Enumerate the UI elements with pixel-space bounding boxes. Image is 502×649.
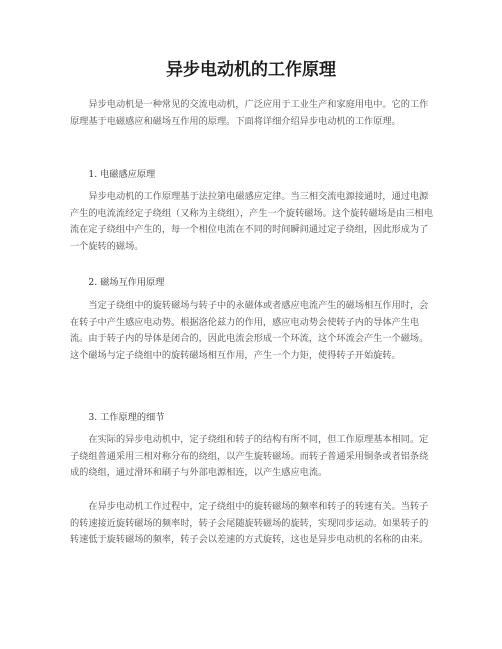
section-2-paragraph: 当定子绕组中的旋转磁场与转子中的永磁体或者感应电流产生的磁场相互作用时，会在转子中产生感应电动势。根据洛伦兹力的作用，感应电动势会使转子内的导体产生电流。由于转子内的导体是闭合的，因此电流会形成一个环流，这个环流会产生一个磁场。这个磁场与定子绕组中的旋转磁场相互作用，产生一个力矩，使得转子开始旋转。 <box>70 300 429 361</box>
section-2-heading: 2. 磁场互作用原理 <box>88 277 165 288</box>
section-3-paragraph-2: 在异步电动机工作过程中，定子绕组中的旋转磁场的频率和转子的转速有关。当转子的转速接近旋转磁场的频率时，转子会尾随旋转磁场的旋转，实现同步运动。如果转子的转速低于旋转磁场的频率，转子会以差速的方式旋转，这也是异步电动机的名称的由来。 <box>70 501 429 546</box>
document-title: 异步电动机的工作原理 <box>166 60 336 80</box>
section-3-heading: 3. 工作原理的细节 <box>88 412 165 423</box>
section-3-paragraph-1: 在实际的异步电动机中，定子绕组和转子的结构有所不同，但工作原理基本相同。定子绕组普通采用三相对称分布的绕组，以产生旋转磁场。而转子普通采用铜条或者铝条绕成的绕组，通过滑环和刷子与外部电源相连，以产生感应电流。 <box>70 434 429 479</box>
intro-paragraph: 异步电动机是一种常见的交流电动机，广泛应用于工业生产和家庭用电中。它的工作原理基于电磁感应和磁场互作用的原理。下面将详细介绍异步电动机的工作原理。 <box>70 99 429 127</box>
section-1-heading: 1. 电磁感应原理 <box>88 169 156 180</box>
section-1-paragraph: 异步电动机的工作原理基于法拉第电磁感应定律。当三相交流电源接通时，通过电源产生的电流流经定子绕组（又称为主绕组），产生一个旋转磁场。这个旋转磁场是由三相电流在定子绕组中产生的，每一个相位电流在不同的时间瞬间通过定子绕组，因此形成为了一个旋转的磁场。 <box>70 191 433 252</box>
